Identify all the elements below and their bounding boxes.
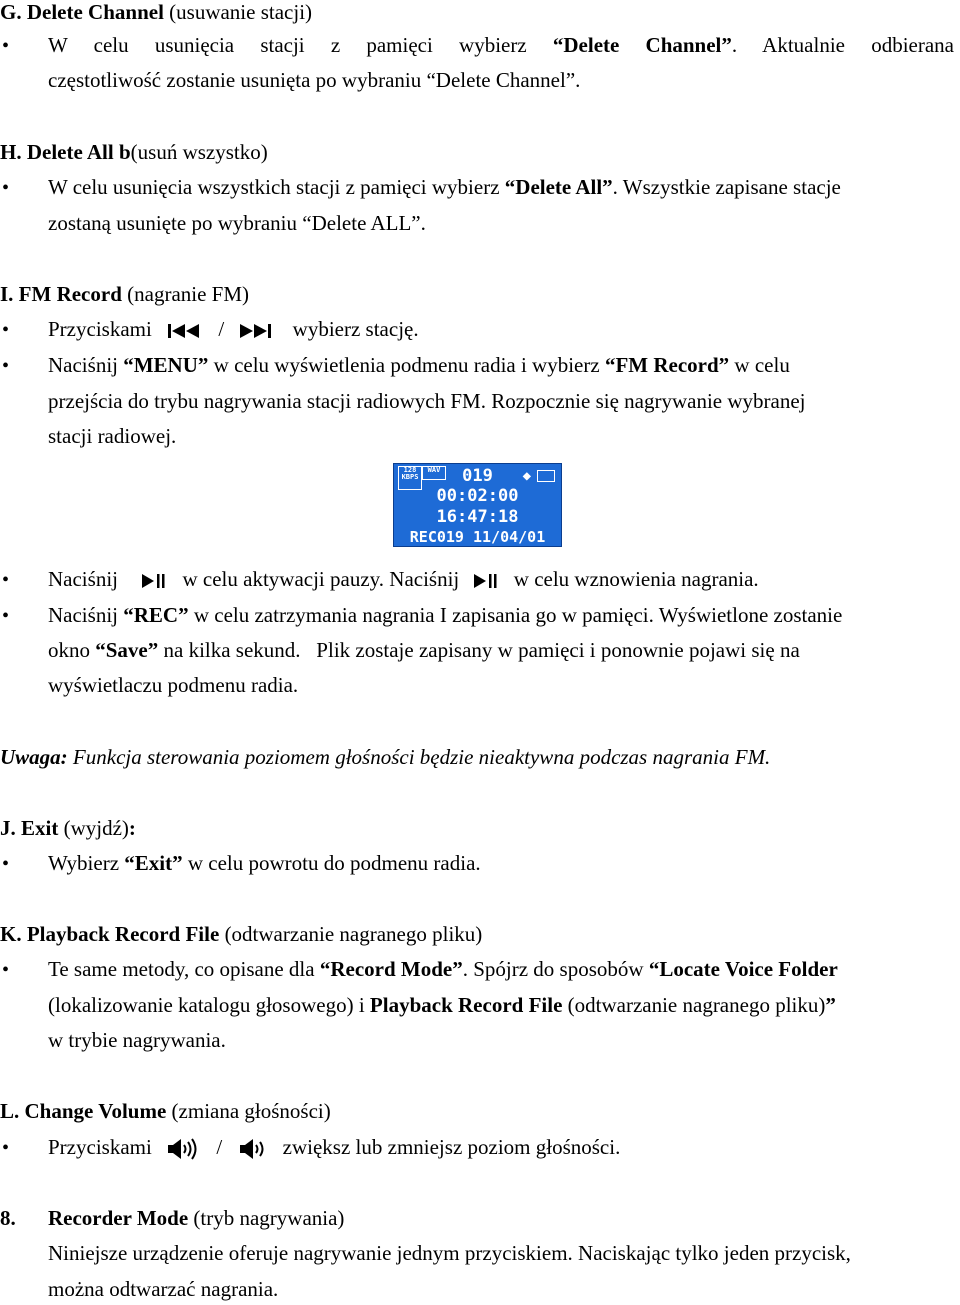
lcd-clock: 16:47:18 xyxy=(436,507,519,527)
heading-bold: Recorder Mode xyxy=(48,1206,189,1230)
heading-colon: : xyxy=(128,816,136,840)
emphasis: “FM Record” xyxy=(604,353,730,377)
text: Przyciskami xyxy=(48,1135,152,1159)
text: w celu zatrzymania nagrania I zapisania go w pamięci. Wyświetlone zostanie xyxy=(188,603,843,627)
text: w celu wznowienia nagrania. xyxy=(513,567,759,591)
tag-icon: ◆ xyxy=(522,468,531,484)
section-8-line1: Niniejsze urządzenie oferuje nagrywanie jednym przyciskiem. Naciskając tylko jeden przycisk, xyxy=(48,1241,851,1265)
section-i-bullet2-line3: stacji radiowej. xyxy=(48,424,177,448)
battery-icon xyxy=(537,470,555,482)
text: zwiększ lub zmniejsz poziom głośności. xyxy=(282,1135,621,1159)
section-i-bullet2-line1 xyxy=(48,353,790,378)
text: (lokalizowanie katalogu głosowego) i xyxy=(48,993,370,1017)
section-g-bullet-line2: częstotliwość zostanie usunięta po wybraniu “Delete Channel”. xyxy=(48,68,581,92)
format-badge: WAV xyxy=(422,466,446,480)
bullet: • xyxy=(2,605,10,627)
heading-subtitle: (odtwarzanie nagranego pliku) xyxy=(219,922,483,946)
emphasis: “REC” xyxy=(123,603,189,627)
section-i-bullet4-line1 xyxy=(48,603,842,628)
section-i-bullet4-line3: wyświetlaczu podmenu radia. xyxy=(48,673,299,697)
text: . Spójrz do sposobów xyxy=(462,957,649,981)
bullet: • xyxy=(2,319,10,341)
lcd-channel: 019 xyxy=(462,466,493,486)
bullet: • xyxy=(2,177,10,199)
emphasis: “Delete Channel” xyxy=(552,33,732,57)
heading-subtitle: (nagranie FM) xyxy=(121,282,250,306)
text: okno xyxy=(48,638,96,662)
text: Naciśnij xyxy=(48,353,124,377)
text: Wybierz xyxy=(48,851,125,875)
bitrate-unit: KBPS xyxy=(401,473,419,481)
section-g-heading xyxy=(0,0,312,25)
heading-bold: L. Change Volume xyxy=(0,1099,167,1123)
heading-bold: K. Playback Record File xyxy=(0,922,220,946)
text: w celu wyświetlenia podmenu radia i wybierz xyxy=(208,353,605,377)
section-g-bullet-line1 xyxy=(48,33,954,58)
text: Te same metody, co opisane dla xyxy=(48,957,320,981)
heading-subtitle: (usuwanie stacji) xyxy=(163,0,313,24)
emphasis: “MENU” xyxy=(123,353,209,377)
section-h-bullet-line2: zostaną usunięte po wybraniu “Delete ALL”. xyxy=(48,211,426,235)
text: W celu usunięcia wszystkich stacji z pamięci wybierz xyxy=(48,175,505,199)
bullet: • xyxy=(2,355,10,377)
emphasis: “Exit” xyxy=(124,851,183,875)
text: w celu xyxy=(729,353,790,377)
text: W celu usunięcia stacji z pamięci wybierz xyxy=(48,33,553,57)
device-lcd-screen xyxy=(393,463,562,547)
section-i-bullet3 xyxy=(48,567,759,592)
section-k-heading xyxy=(0,922,482,947)
emphasis: “Locate Voice Folder xyxy=(648,957,838,981)
bullet: • xyxy=(2,569,10,591)
bullet: • xyxy=(2,1137,10,1159)
text: Przyciskami xyxy=(48,317,152,341)
volume-down-icon xyxy=(239,1138,267,1160)
section-h-bullet-line1 xyxy=(48,175,841,200)
note-text: Funkcja sterowania poziomem głośności będzie nieaktywna podczas nagrania FM. xyxy=(67,745,771,769)
section-8-heading xyxy=(0,1206,344,1231)
lcd-elapsed-time: 00:02:00 xyxy=(436,486,519,506)
text: na kilka sekund. Plik zostaje zapisany w pamięci i ponownie pojawi się na xyxy=(158,638,800,662)
heading-subtitle: (usuń wszystko) xyxy=(130,140,268,164)
text: Naciśnij xyxy=(48,603,124,627)
next-icon xyxy=(239,322,275,340)
emphasis: “Record Mode” xyxy=(319,957,463,981)
text: w celu powrotu do podmenu radia. xyxy=(182,851,481,875)
play-pause-icon xyxy=(141,572,167,590)
bullet: • xyxy=(2,35,10,57)
section-k-bullet-line1 xyxy=(48,957,838,982)
section-h-heading xyxy=(0,140,268,165)
emphasis: Playback Record File xyxy=(369,993,563,1017)
note-label: Uwaga: xyxy=(0,745,68,769)
bitrate-value: 128 xyxy=(403,466,417,474)
text: wybierz stację. xyxy=(292,317,419,341)
lcd-filename: REC019 11/04/01 xyxy=(409,528,546,546)
section-j-bullet1 xyxy=(48,851,481,876)
heading-subtitle: (tryb nagrywania) xyxy=(188,1206,345,1230)
heading-bold: J. Exit xyxy=(0,816,59,840)
emphasis: “Save” xyxy=(95,638,159,662)
text: Naciśnij xyxy=(48,567,118,591)
separator: / xyxy=(218,317,225,341)
emphasis: “Delete All” xyxy=(504,175,613,199)
note xyxy=(0,745,770,770)
heading-subtitle: (wyjdź) xyxy=(58,816,129,840)
section-k-bullet-line3: w trybie nagrywania. xyxy=(48,1028,226,1052)
section-8-line2: można odtwarzać nagrania. xyxy=(48,1277,279,1301)
separator: / xyxy=(216,1135,223,1159)
heading-bold: I. FM Record xyxy=(0,282,122,306)
emphasis: ” xyxy=(825,993,836,1017)
text: w celu aktywacji pauzy. Naciśnij xyxy=(182,567,460,591)
text: (odtwarzanie nagranego pliku) xyxy=(562,993,826,1017)
section-i-bullet1 xyxy=(48,317,419,342)
play-pause-icon xyxy=(473,572,499,590)
section-j-heading xyxy=(0,816,136,841)
section-l-bullet1 xyxy=(48,1135,620,1160)
previous-icon xyxy=(167,322,203,340)
text: . Wszystkie zapisane stacje xyxy=(612,175,841,199)
section-i-bullet4-line2 xyxy=(48,638,800,663)
section-i-heading xyxy=(0,282,249,307)
bullet: • xyxy=(2,959,10,981)
volume-up-icon xyxy=(167,1138,199,1160)
section-number: 8. xyxy=(0,1206,16,1230)
section-k-bullet-line2 xyxy=(48,993,836,1018)
heading-bold: G. Delete Channel xyxy=(0,0,164,24)
section-l-heading xyxy=(0,1099,331,1124)
heading-bold: H. Delete All b xyxy=(0,140,131,164)
heading-subtitle: (zmiana głośności) xyxy=(166,1099,331,1123)
text: . Aktualnie odbierana xyxy=(731,33,954,57)
section-i-bullet2-line2: przejścia do trybu nagrywania stacji radiowych FM. Rozpocznie się nagrywanie wybranej xyxy=(48,389,806,413)
bullet: • xyxy=(2,853,10,875)
